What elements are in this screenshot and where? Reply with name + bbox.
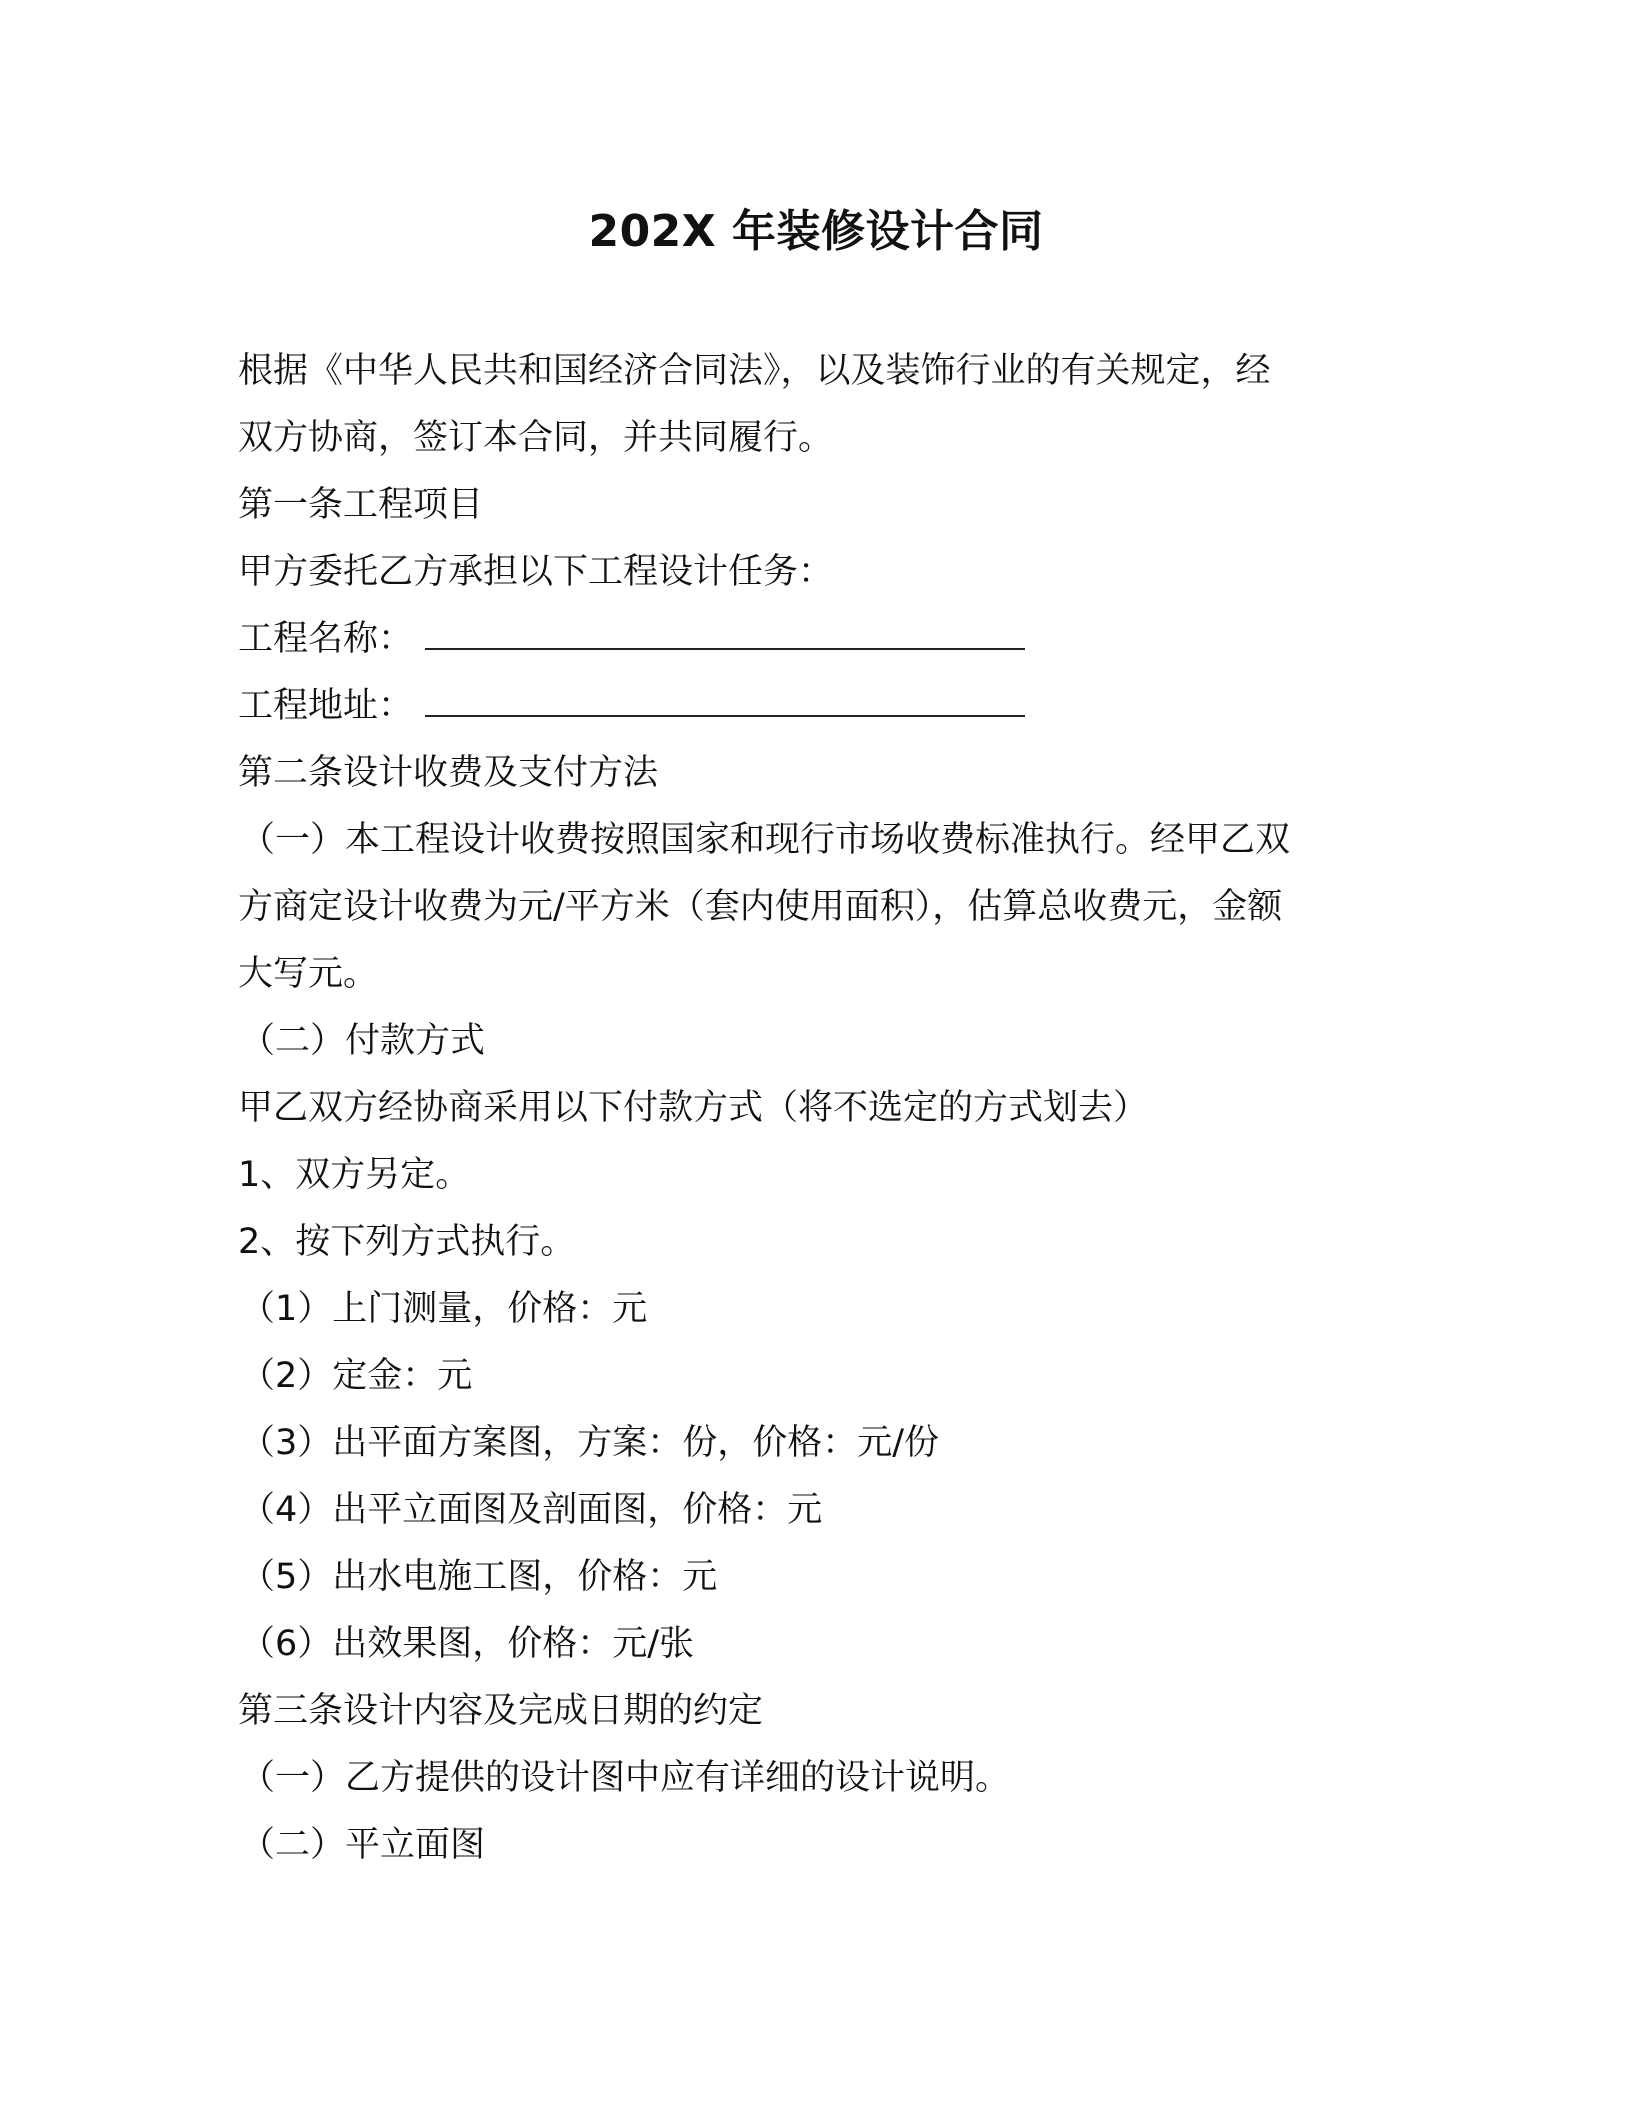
project-address-label: 工程地址：: [238, 686, 414, 726]
paragraph-line: 根据《中华人民共和国经济合同法》，以及装饰行业的有关规定，经: [238, 351, 1271, 391]
list-item: （1）上门测量，价格：元: [240, 1289, 648, 1329]
paragraph-line: 甲乙双方经协商采用以下付款方式（将不选定的方式划去）: [238, 1088, 1149, 1128]
paragraph-line: 方商定设计收费为元/平方米（套内使用面积），估算总收费元，金额: [238, 887, 1283, 927]
list-item: 1、双方另定。: [238, 1155, 471, 1195]
section-heading: （二）付款方式: [240, 1021, 486, 1061]
section-heading: （二）平立面图: [240, 1825, 486, 1865]
project-name-label: 工程名称：: [238, 619, 414, 659]
project-address-field: [238, 673, 1388, 740]
list-item: 2、按下列方式执行。: [238, 1222, 576, 1262]
paragraph-line: 双方协商，签订本合同，并共同履行。: [238, 418, 834, 458]
paragraph-line: （一）本工程设计收费按照国家和现行市场收费标准执行。经甲乙双: [240, 820, 1291, 860]
list-item: （3）出平面方案图，方案：份，价格：元/份: [240, 1423, 940, 1463]
article-heading: 第二条设计收费及支付方法: [238, 753, 659, 793]
paragraph-line: 大写元。: [238, 954, 379, 994]
document-title: 202X 年装修设计合同: [588, 206, 1044, 257]
project-name-blank: [425, 618, 1025, 650]
list-item: （6）出效果图，价格：元/张: [240, 1624, 695, 1664]
article-heading: 第三条设计内容及完成日期的约定: [238, 1691, 764, 1731]
project-name-field: [238, 606, 1388, 673]
paragraph-line: （一）乙方提供的设计图中应有详细的设计说明。: [240, 1758, 1011, 1798]
project-address-blank: [425, 685, 1025, 717]
paragraph-line: 甲方委托乙方承担以下工程设计任务：: [238, 552, 834, 592]
list-item: （2）定金：元: [240, 1356, 473, 1396]
document-body: [238, 338, 1388, 1879]
article-heading: 第一条工程项目: [238, 485, 484, 525]
list-item: （5）出水电施工图，价格：元: [240, 1557, 718, 1597]
list-item: （4）出平立面图及剖面图，价格：元: [240, 1490, 823, 1530]
